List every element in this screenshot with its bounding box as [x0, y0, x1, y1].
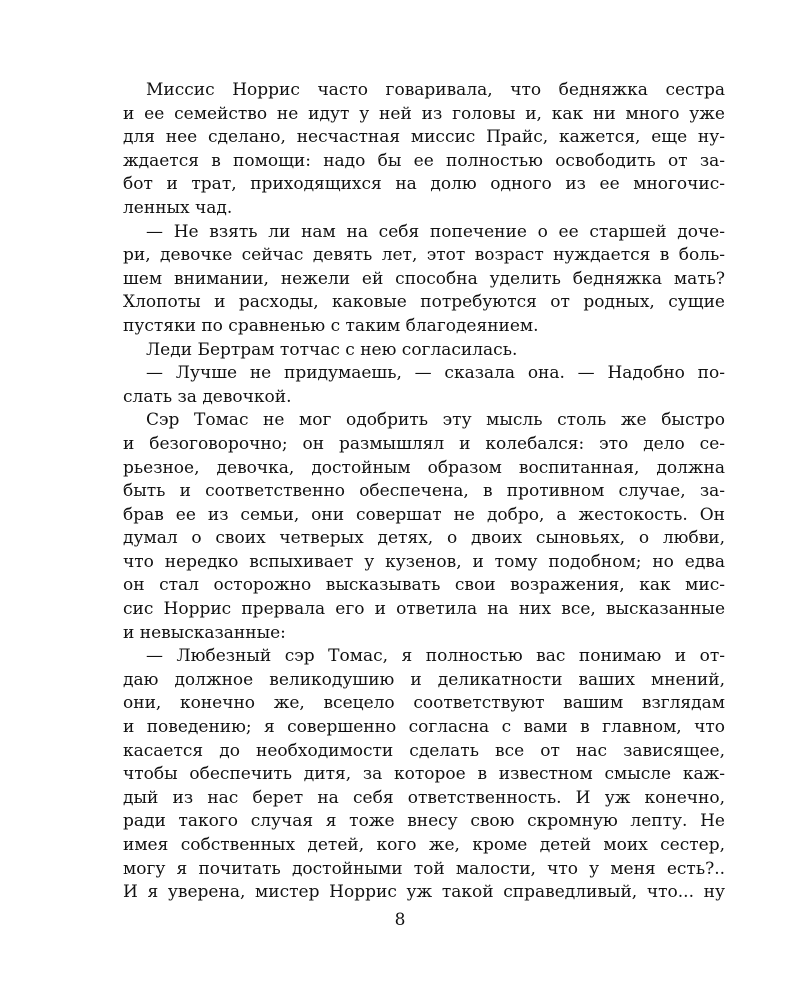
text-line: что нередко вспыхивает у кузенов, и тому подобном; но едва — [123, 551, 725, 572]
text-line: ждается в помощи: надо бы ее полностью освободить от за- — [123, 150, 725, 171]
text-line: бот и трат, приходящихся на долю одного из ее многочис- — [123, 174, 725, 195]
text-line: ленных чад. — [123, 197, 233, 218]
page-number: 8 — [394, 910, 406, 930]
text-line: Хлопоты и расходы, каковые потребуются от родных, сущие — [123, 292, 725, 313]
text-line: они, конечно же, всецело соответствуют вашим взглядам — [123, 693, 725, 714]
text-line: Сэр Томас не мог одобрить эту мысль столь же быстро — [146, 410, 725, 431]
text-line: даю должное великодушию и деликатности ваших мнений, — [123, 669, 725, 690]
text-line: и невысказанные: — [123, 622, 286, 643]
text-line: дый из нас берет на себя ответственность. И уж конечно, — [123, 787, 725, 808]
text-line: шем внимании, нежели ей способна уделить бедняжка мать? — [123, 268, 725, 289]
text-line: пустяки по сравненью с таким благодеянием. — [123, 315, 539, 336]
text-line: быть и соответственно обеспечена, в противном случае, за- — [123, 481, 725, 502]
text-line: сис Норрис прервала его и ответила на них все, высказанные — [123, 599, 725, 620]
text-line: могу я почитать достойными той малости, что у меня есть?.. — [123, 858, 725, 879]
text-line: слать за девочкой. — [123, 386, 292, 407]
text-line: Леди Бертрам тотчас с нею согласилась. — [146, 339, 518, 360]
text-line: думал о своих четверых детях, о двоих сыновьях, о любви, — [123, 528, 725, 549]
body-text — [123, 79, 725, 905]
text-line: И я уверена, мистер Норрис уж такой справедливый, что... ну — [123, 882, 725, 903]
text-line: — Любезный сэр Томас, я полностью вас понимаю и от- — [146, 646, 725, 667]
text-line: и ее семейство не идут у ней из головы и, как ни много уже — [123, 103, 725, 124]
text-line: ри, девочке сейчас девять лет, этот возраст нуждается в боль- — [123, 245, 725, 266]
text-line: имея собственных детей, кого же, кроме детей моих сестер, — [123, 835, 725, 855]
text-line: — Не взять ли нам на себя попечение о ее старшей доче- — [146, 221, 725, 242]
text-line: и безоговорочно; он размышлял и колебался: это дело се- — [123, 433, 725, 454]
text-line: для нее сделано, несчастная миссис Прайс, кажется, еще ну- — [123, 127, 725, 148]
text-line: Миссис Норрис часто говаривала, что бедняжка сестра — [146, 80, 725, 100]
text-line: чтобы обеспечить дитя, за которое в известном смысле каж- — [123, 764, 725, 785]
text-line: касается до необходимости сделать все от нас зависящее, — [123, 740, 725, 761]
text-line: он стал осторожно высказывать свои возражения, как мис- — [123, 575, 725, 596]
text-line: брав ее из семьи, они совершат не добро, а жестокость. Он — [123, 504, 725, 525]
text-line: и поведению; я совершенно согласна с вами в главном, что — [123, 717, 725, 738]
text-line: рьезное, девочка, достойным образом воспитанная, должна — [123, 457, 725, 478]
text-line: ради такого случая я тоже внесу свою скромную лепту. Не — [123, 811, 725, 832]
text-line: — Лучше не придумаешь, — сказала она. — Надобно по- — [146, 363, 725, 384]
